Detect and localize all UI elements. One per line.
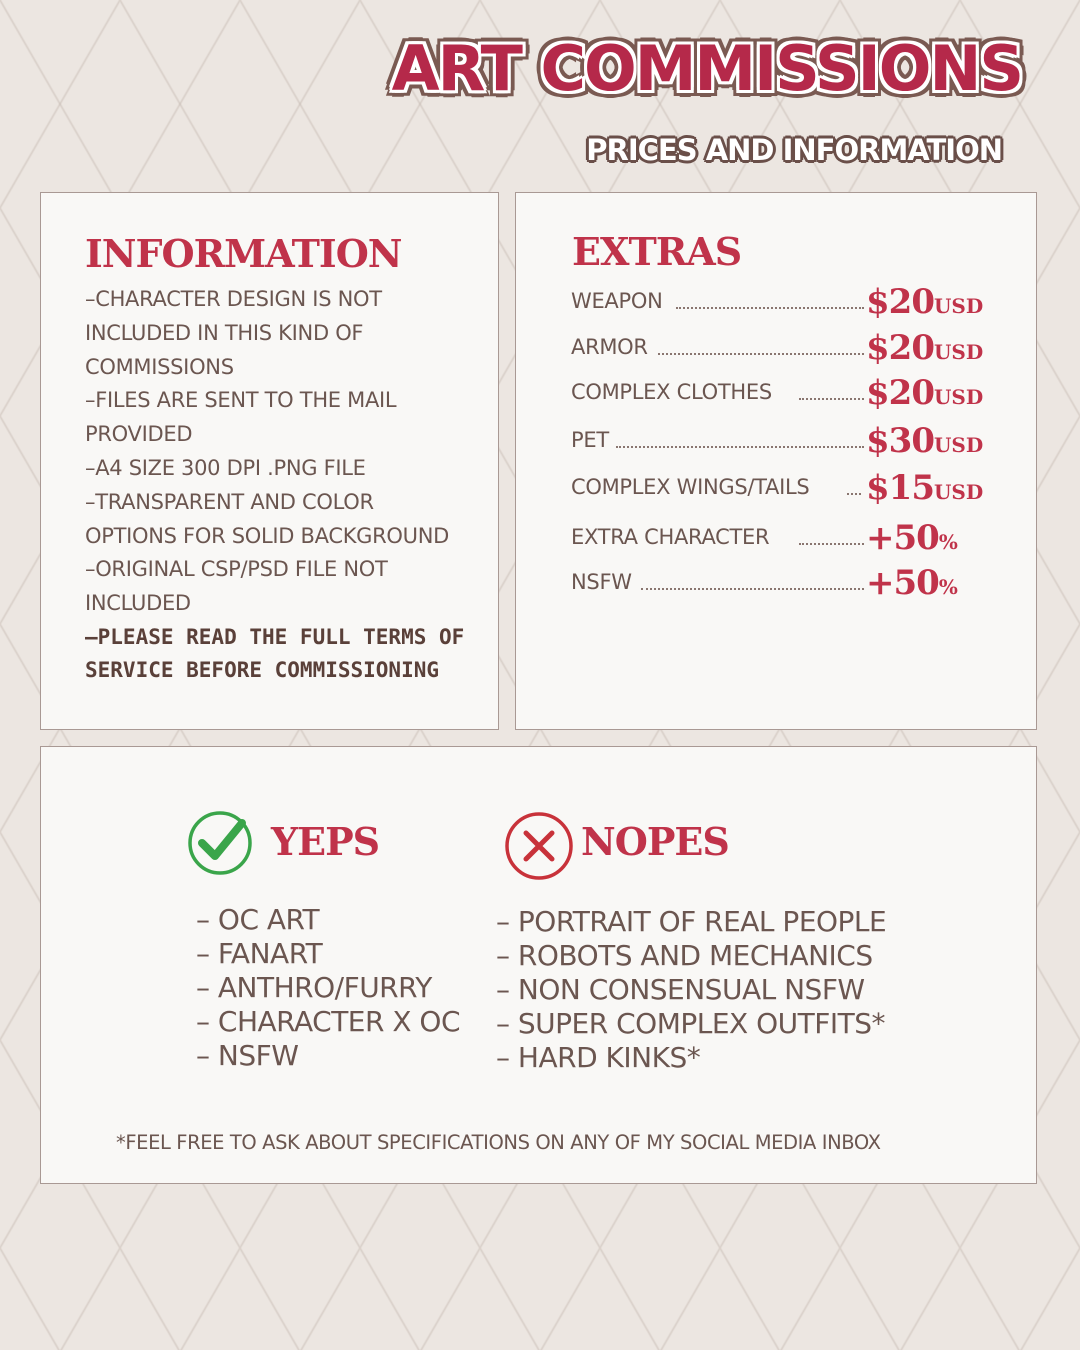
- price-unit: USD: [933, 433, 984, 457]
- extra-row-complex-clothes: [571, 370, 1011, 413]
- nope-item: – PORTRAIT OF REAL PEOPLE: [496, 905, 887, 938]
- dot-leader: [616, 446, 864, 448]
- dot-leader: [658, 353, 864, 355]
- price-value: $20: [866, 328, 934, 368]
- info-line: –A4 SIZE 300 DPI .PNG FILE: [85, 455, 366, 480]
- price-unit: USD: [933, 385, 984, 409]
- nope-item: – HARD KINKS*: [496, 1041, 701, 1074]
- dot-leader: [799, 543, 864, 545]
- extra-label: ARMOR: [571, 335, 648, 359]
- extra-price: [866, 468, 984, 508]
- nope-item: – NON CONSENSUAL NSFW: [496, 973, 865, 1006]
- yep-item: – NSFW: [196, 1039, 299, 1072]
- price-value: $20: [866, 282, 934, 322]
- yep-item: – CHARACTER X OC: [196, 1005, 461, 1038]
- nope-item: – SUPER COMPLEX OUTFITS*: [496, 1007, 885, 1040]
- information-heading: INFORMATION: [85, 231, 402, 276]
- extra-price: [866, 421, 984, 461]
- dot-leader: [641, 588, 864, 590]
- extras-heading: EXTRAS: [572, 229, 742, 274]
- footnote: *FEEL FREE TO ASK ABOUT SPECIFICATIONS ON ANY OF MY SOCIAL MEDIA INBOX: [116, 1131, 881, 1154]
- nopes-heading: NOPES: [581, 819, 729, 864]
- price-unit: %: [938, 575, 958, 599]
- price-value: +50: [866, 518, 939, 558]
- info-line: COMMISSIONS: [85, 354, 234, 379]
- extra-row-complex-wings-tails: [571, 465, 1011, 508]
- price-unit: USD: [933, 294, 984, 318]
- extra-label: EXTRA CHARACTER: [571, 525, 770, 549]
- info-line: INCLUDED: [85, 591, 191, 616]
- check-circle-icon: [186, 809, 254, 877]
- extra-price: [866, 328, 984, 368]
- info-line: –FILES ARE SENT TO THE MAIL: [85, 388, 397, 413]
- price-unit: %: [938, 530, 958, 554]
- info-line: INCLUDED IN THIS KIND OF: [85, 320, 364, 345]
- terms-notice-line: SERVICE BEFORE COMMISSIONING: [85, 658, 440, 683]
- price-value: +50: [866, 563, 939, 603]
- info-line: –ORIGINAL CSP/PSD FILE NOT: [85, 557, 388, 582]
- yep-item: – FANART: [196, 937, 323, 970]
- info-line: PROVIDED: [85, 422, 193, 447]
- information-list: [85, 283, 485, 688]
- info-line: OPTIONS FOR SOLID BACKGROUND: [85, 523, 450, 548]
- extra-row-nsfw: [571, 560, 1011, 603]
- yeps-nopes-panel: [40, 746, 1037, 1184]
- extras-panel: [515, 192, 1037, 730]
- extra-label: NSFW: [571, 570, 632, 594]
- yep-item: – OC ART: [196, 903, 320, 936]
- extra-price: [866, 373, 984, 413]
- nope-item: – ROBOTS AND MECHANICS: [496, 939, 873, 972]
- extra-row-armor: [571, 325, 1011, 368]
- dot-leader: [847, 493, 861, 495]
- info-line: –CHARACTER DESIGN IS NOT: [85, 287, 382, 311]
- info-line: –TRANSPARENT AND COLOR: [85, 489, 374, 514]
- page-title: ART COMMISSIONS: [391, 32, 1022, 105]
- nopes-list: [496, 905, 886, 1075]
- dot-leader: [676, 307, 864, 309]
- price-value: $20: [866, 373, 934, 413]
- x-circle-icon: [504, 811, 574, 881]
- page-subtitle: PRICES AND INFORMATION: [586, 133, 1002, 167]
- terms-notice-line: –PLEASE READ THE FULL TERMS OF: [85, 624, 465, 649]
- price-unit: USD: [933, 340, 984, 364]
- extra-label: COMPLEX WINGS/TAILS: [571, 475, 810, 499]
- extra-label: WEAPON: [571, 289, 663, 313]
- price-value: $15: [866, 468, 934, 508]
- yeps-heading: YEPS: [271, 819, 380, 864]
- extra-row-weapon: [571, 279, 1011, 322]
- extra-price: [866, 563, 958, 603]
- price-unit: USD: [933, 480, 984, 504]
- information-panel: [40, 192, 499, 730]
- extra-label: PET: [571, 428, 609, 452]
- extra-label: COMPLEX CLOTHES: [571, 380, 772, 404]
- extra-row-pet: [571, 418, 1011, 461]
- extra-price: [866, 282, 984, 322]
- extra-row-extra-character: [571, 515, 1011, 558]
- yeps-list: [196, 903, 460, 1073]
- yep-item: – ANTHRO/FURRY: [196, 971, 432, 1004]
- price-value: $30: [866, 421, 934, 461]
- extra-price: [866, 518, 958, 558]
- dot-leader: [799, 398, 864, 400]
